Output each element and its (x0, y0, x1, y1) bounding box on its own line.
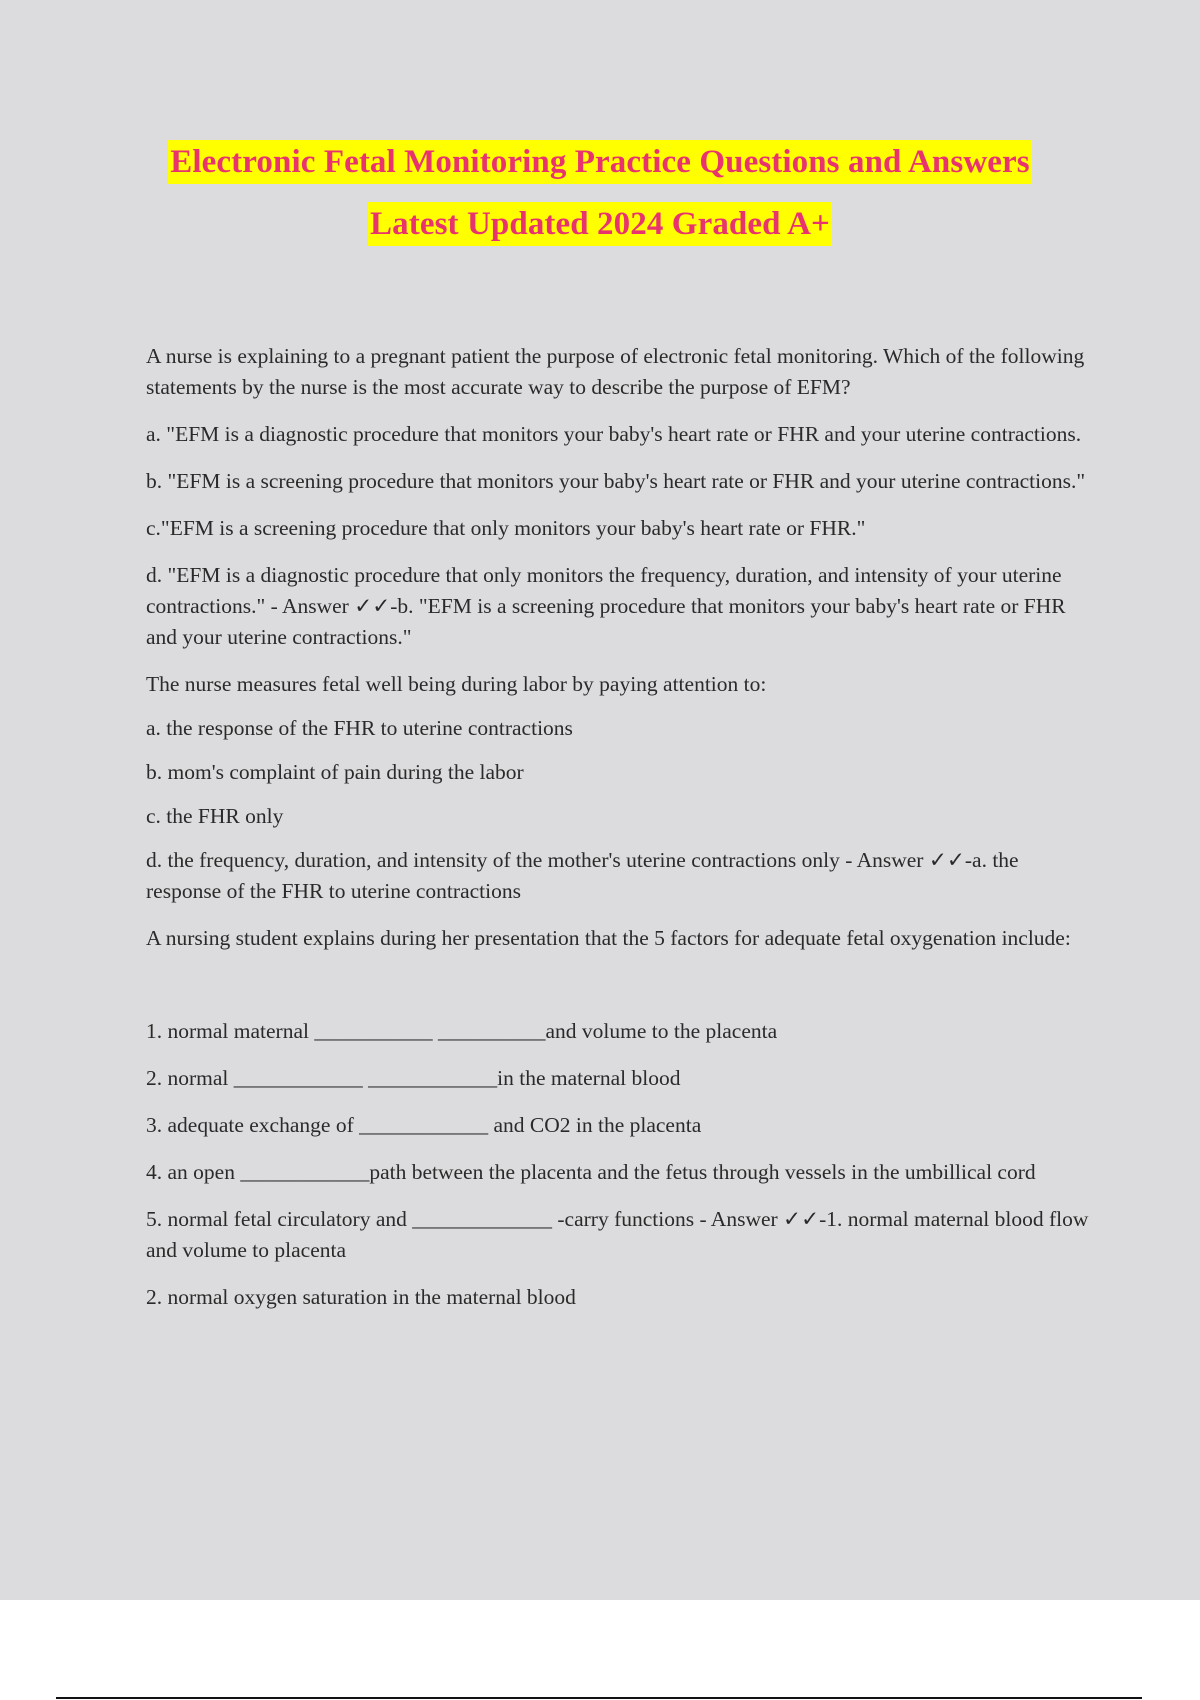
title-line-1: Electronic Fetal Monitoring Practice Questions and Answers (168, 140, 1031, 184)
q2-option-c: c. the FHR only (146, 804, 284, 828)
document-title (0, 140, 1200, 264)
q3-item-1: 1. normal maternal ___________ __________and volume to the placenta (146, 1019, 778, 1043)
q2-option-d-answer: d. the frequency, duration, and intensity of the mother's uterine contractions only - Answer ✓✓-a. the response of the FHR to uterine contractions (146, 848, 1019, 903)
footer-divider (56, 1697, 1142, 1699)
q2-question: The nurse measures fetal well being during labor by paying attention to: (146, 672, 767, 696)
q1-question: A nurse is explaining to a pregnant patient the purpose of electronic fetal monitoring. Which of the following statements by the nurse is the most accurate way to describe the purpose of EFM? (146, 344, 1085, 399)
title-line-2: Latest Updated 2024 Graded A+ (368, 202, 832, 246)
q1-option-d-answer: d. "EFM is a diagnostic procedure that only monitors the frequency, duration, and intensity of your uterine contractions." - Answer ✓✓-b. "EFM is a screening procedure that monitors your baby's heart rate or FHR and your uterine contractions." (146, 563, 1066, 649)
q3-item-4: 4. an open ____________path between the placenta and the fetus through vessels in the umbillical cord (146, 1160, 1036, 1184)
q1-option-a: a. "EFM is a diagnostic procedure that monitors your baby's heart rate or FHR and your uterine contractions. (146, 422, 1082, 446)
q3-question: A nursing student explains during her presentation that the 5 factors for adequate fetal oxygenation include: (146, 926, 1071, 950)
spacer (146, 970, 1091, 1016)
page-footer (0, 1600, 1200, 1700)
q3-answer-2: 2. normal oxygen saturation in the maternal blood (146, 1285, 576, 1309)
q2-option-a: a. the response of the FHR to uterine contractions (146, 716, 573, 740)
q1-option-b: b. "EFM is a screening procedure that monitors your baby's heart rate or FHR and your uterine contractions." (146, 469, 1086, 493)
document-body (146, 341, 1091, 1329)
q2-option-b: b. mom's complaint of pain during the labor (146, 760, 524, 784)
q1-option-c: c."EFM is a screening procedure that only monitors your baby's heart rate or FHR." (146, 516, 866, 540)
q3-item-5-answer: 5. normal fetal circulatory and _____________ -carry functions - Answer ✓✓-1. normal maternal blood flow and volume to placenta (146, 1207, 1089, 1262)
q3-item-3: 3. adequate exchange of ____________ and CO2 in the placenta (146, 1113, 702, 1137)
q3-item-2: 2. normal ____________ ____________in the maternal blood (146, 1066, 681, 1090)
